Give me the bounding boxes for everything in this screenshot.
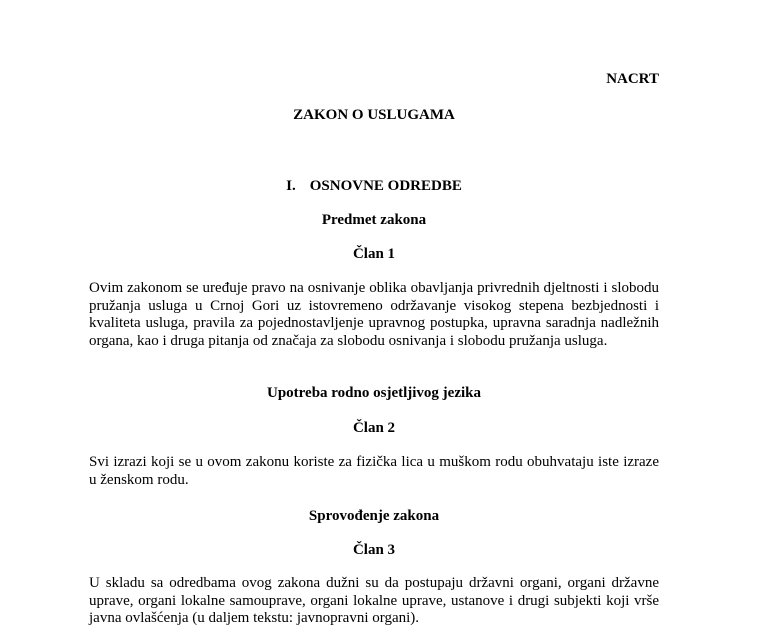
chapter-number: I. [286, 178, 296, 194]
law-title: ZAKON O USLUGAMA [293, 107, 455, 123]
draft-label: NACRT [606, 71, 659, 87]
article-text-3: U skladu sa odredbama ovog zakona dužni su da postupaju državni organi, organi državne uprave, organi lokalne samouprave, organi lokalne uprave, ustanove i drugi subjekti koji vrše javna ovlašćenja (u daljem tekstu: javnopravni organi). [89, 575, 659, 626]
article-heading-2: Član 2 [352, 420, 396, 436]
article-heading-1: Član 1 [352, 246, 396, 262]
section-subtitle-2: Upotreba rodno osjetljivog jezika [266, 385, 481, 401]
chapter-heading [89, 177, 659, 195]
article-text-2: Svi izrazi koji se u ovom zakonu koriste za fizička lica u muškom rodu obuhvataju iste izraze u ženskom rodu. [89, 454, 659, 488]
article-heading-3: Član 3 [352, 542, 396, 558]
section-subtitle-3: Sprovođenje zakona [308, 508, 440, 524]
article-text-1: Ovim zakonom se uređuje pravo na osnivanje oblika obavljanja privrednih djeltnosti i slobodu pružanja usluga u Crnoj Gori uz istovremeno održavanje visokog stepena bezbjednosti i kvaliteta usluga, pravila za pojednostavljenje upravnog postupka, upravna saradnja nadležnih organa, kao i druga pitanja od značaja za slobodu osnivanja i slobodu pružanja usluga. [89, 280, 659, 349]
section-subtitle-1: Predmet zakona [321, 212, 427, 228]
chapter-title: OSNOVNE ODREDBE [309, 178, 462, 194]
